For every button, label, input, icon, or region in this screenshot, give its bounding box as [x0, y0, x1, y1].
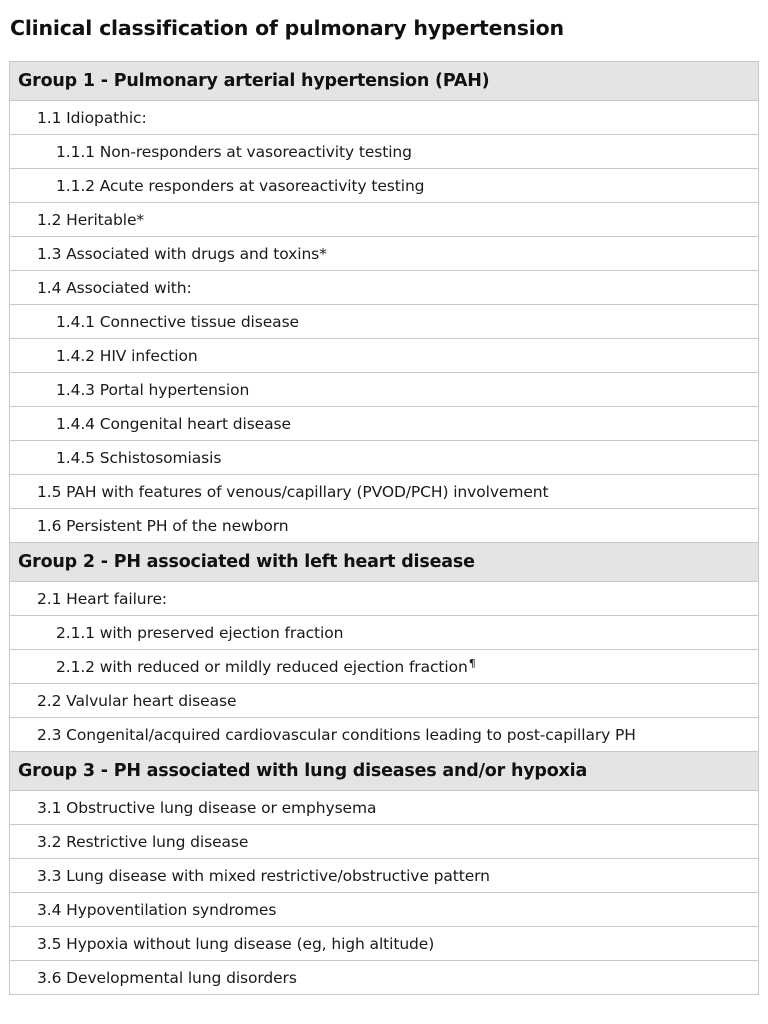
classification-text: 3.2 Restrictive lung disease: [37, 832, 249, 851]
classification-table: [9, 61, 759, 995]
category-row: [10, 101, 759, 135]
classification-cell: [10, 718, 759, 752]
group-header-row: [10, 752, 759, 791]
classification-text: 1.4.2 HIV infection: [56, 346, 198, 365]
category-row: [10, 961, 759, 995]
classification-text: 2.1 Heart failure:: [37, 589, 168, 608]
category-row: [10, 791, 759, 825]
classification-cell: [10, 684, 759, 718]
classification-cell: [10, 859, 759, 893]
subcategory-row: [10, 616, 759, 650]
classification-text: 1.1.1 Non-responders at vasoreactivity testing: [56, 142, 412, 161]
category-row: [10, 825, 759, 859]
subcategory-row: [10, 169, 759, 203]
classification-cell: [10, 475, 759, 509]
classification-table-body: [10, 62, 759, 995]
classification-cell: [10, 305, 759, 339]
classification-cell: [10, 101, 759, 135]
group-header-row: [10, 62, 759, 101]
classification-text: 1.4.4 Congenital heart disease: [56, 414, 291, 433]
classification-cell: [10, 135, 759, 169]
classification-text: 1.6 Persistent PH of the newborn: [37, 516, 289, 535]
classification-text: 2.1.1 with preserved ejection fraction: [56, 623, 344, 642]
classification-text: 1.4.1 Connective tissue disease: [56, 312, 299, 331]
classification-cell: [10, 650, 759, 684]
subcategory-row: [10, 373, 759, 407]
classification-text: 1.5 PAH with features of venous/capillary (PVOD/PCH) involvement: [37, 482, 549, 501]
page-title: Clinical classification of pulmonary hypertension: [10, 16, 564, 40]
classification-text: 3.3 Lung disease with mixed restrictive/obstructive pattern: [37, 866, 490, 885]
subcategory-row: [10, 339, 759, 373]
group-header: Group 3 - PH associated with lung diseases and/or hypoxia: [10, 752, 759, 791]
classification-text: 3.4 Hypoventilation syndromes: [37, 900, 277, 919]
subcategory-row: [10, 407, 759, 441]
classification-text: 1.1.2 Acute responders at vasoreactivity testing: [56, 176, 425, 195]
category-row: [10, 859, 759, 893]
classification-cell: [10, 169, 759, 203]
classification-text: 2.2 Valvular heart disease: [37, 691, 237, 710]
classification-cell: [10, 791, 759, 825]
category-row: [10, 271, 759, 305]
classification-text: 3.1 Obstructive lung disease or emphysema: [37, 798, 377, 817]
classification-cell: [10, 825, 759, 859]
group-header-row: [10, 543, 759, 582]
classification-text: 3.6 Developmental lung disorders: [37, 968, 297, 987]
classification-cell: [10, 407, 759, 441]
classification-text: 3.5 Hypoxia without lung disease (eg, high altitude): [37, 934, 435, 953]
classification-cell: [10, 373, 759, 407]
classification-text: 2.1.2 with reduced or mildly reduced ejection fraction: [56, 658, 468, 676]
classification-cell: [10, 271, 759, 305]
category-row: [10, 203, 759, 237]
category-row: [10, 893, 759, 927]
classification-cell: [10, 509, 759, 543]
group-header: Group 1 - Pulmonary arterial hypertension (PAH): [10, 62, 759, 101]
classification-text: 1.4.3 Portal hypertension: [56, 380, 250, 399]
classification-text: 1.1 Idiopathic:: [37, 108, 147, 127]
classification-cell: [10, 927, 759, 961]
subcategory-row: [10, 650, 759, 684]
classification-text: 1.3 Associated with drugs and toxins*: [37, 244, 327, 263]
classification-cell: [10, 893, 759, 927]
classification-text: 1.4 Associated with:: [37, 278, 192, 297]
category-row: [10, 475, 759, 509]
classification-cell: [10, 203, 759, 237]
classification-cell: [10, 616, 759, 650]
classification-cell: [10, 961, 759, 995]
classification-text: 1.4.5 Schistosomiasis: [56, 448, 222, 467]
classification-cell: [10, 237, 759, 271]
subcategory-row: [10, 305, 759, 339]
subcategory-row: [10, 441, 759, 475]
footnote-mark: ¶: [468, 657, 476, 670]
classification-cell: [10, 441, 759, 475]
category-row: [10, 237, 759, 271]
group-header: Group 2 - PH associated with left heart disease: [10, 543, 759, 582]
category-row: [10, 582, 759, 616]
classification-cell: [10, 339, 759, 373]
classification-text: 1.2 Heritable*: [37, 210, 145, 229]
category-row: [10, 509, 759, 543]
category-row: [10, 718, 759, 752]
category-row: [10, 684, 759, 718]
classification-text: 2.3 Congenital/acquired cardiovascular conditions leading to post-capillary PH: [37, 725, 636, 744]
category-row: [10, 927, 759, 961]
classification-cell: [10, 582, 759, 616]
subcategory-row: [10, 135, 759, 169]
